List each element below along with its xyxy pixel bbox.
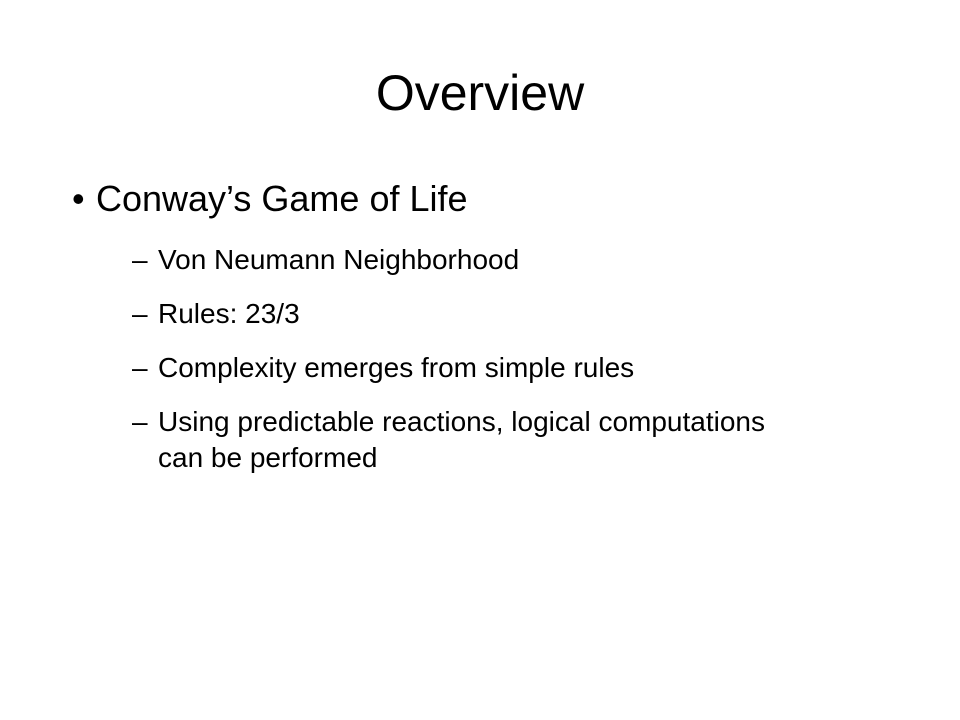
bullet-text: Conway’s Game of Life: [96, 178, 468, 219]
dash-marker: –: [132, 244, 148, 275]
sub-bullet-text: Complexity emerges from simple rules: [158, 352, 635, 383]
slide-title: Overview: [375, 65, 585, 121]
sub-bullet-text: Using predictable reactions, logical computations can be performed: [158, 406, 765, 473]
bullet-marker: •: [72, 178, 85, 219]
bullet-item: [72, 176, 468, 222]
dash-marker: –: [132, 406, 148, 437]
dash-marker: –: [132, 298, 148, 329]
sub-bullet-text: Von Neumann Neighborhood: [158, 244, 520, 275]
sub-bullet-text: Rules: 23/3: [158, 298, 300, 329]
dash-marker: –: [132, 352, 148, 383]
